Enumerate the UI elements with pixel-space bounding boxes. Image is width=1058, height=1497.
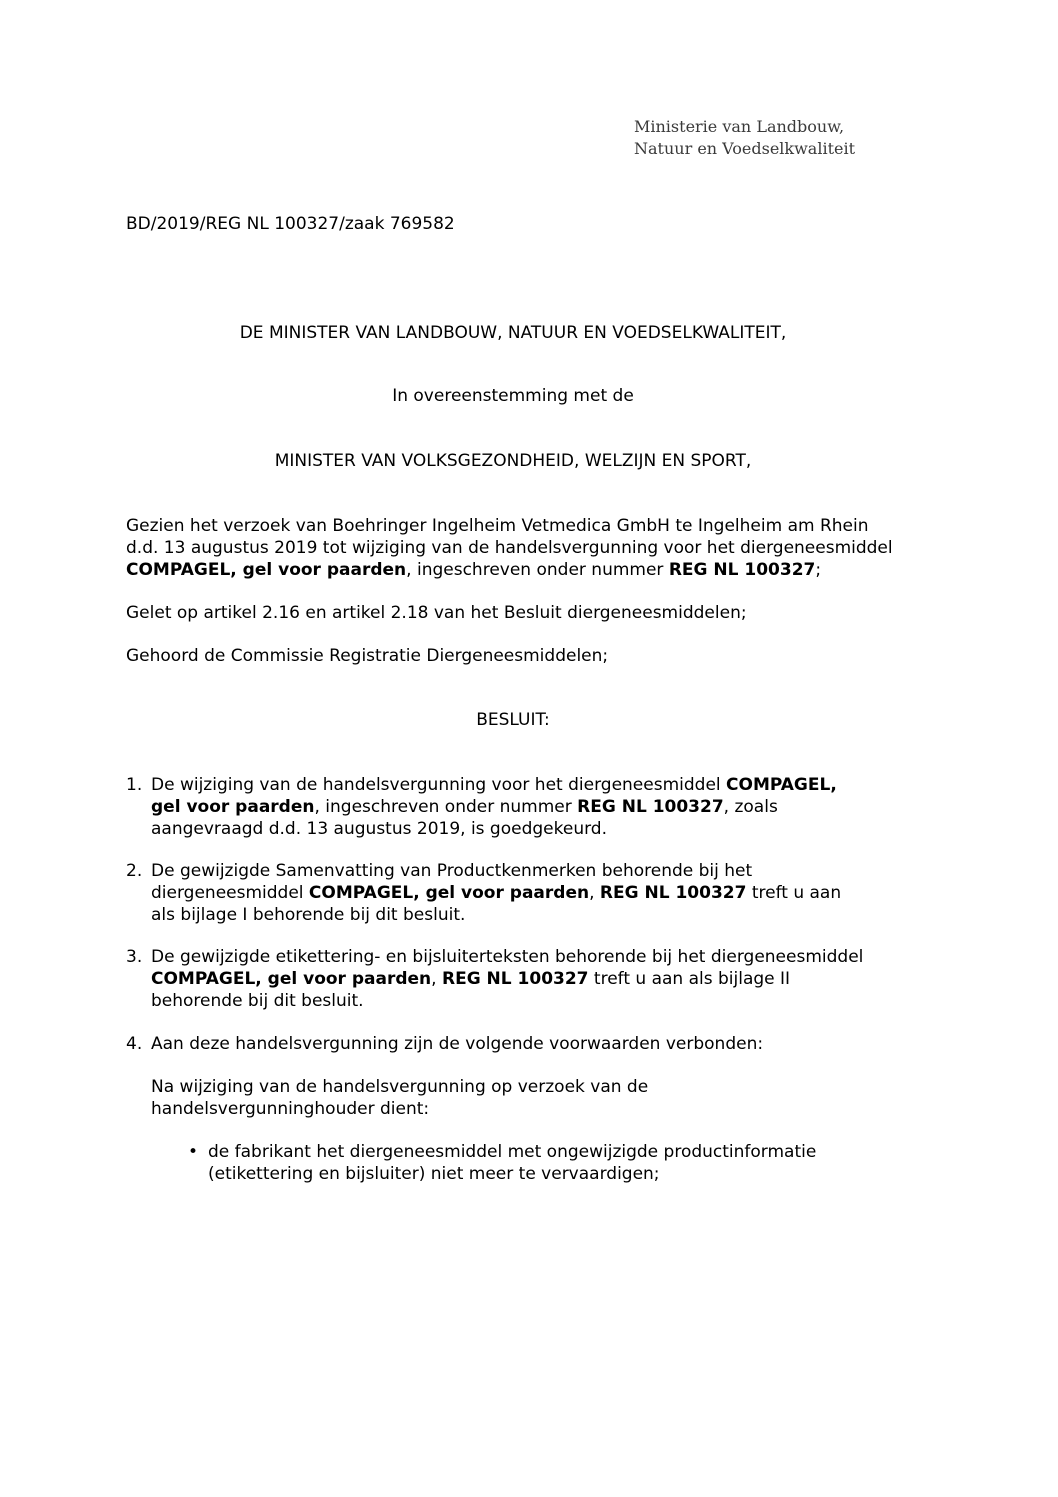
item-text: De gewijzigde Samenvatting van Productkenmerken behorende bij het diergeneesmiddel COMPAGEL, gel voor paarden, REG NL 100327 treft u aan als bijlage I behorende bij dit besluit. bbox=[151, 861, 842, 925]
consideration-legal-basis: Gelet op artikel 2.16 en artikel 2.18 van het Besluit diergeneesmiddelen; bbox=[126, 603, 747, 623]
consideration-request-line2: d.d. 13 augustus 2019 tot wijziging van de handelsvergunning voor het diergeneesmiddel bbox=[126, 538, 893, 558]
decision-item-1 bbox=[126, 774, 926, 840]
consideration-request-line1: Gezien het verzoek van Boehringer Ingelheim Vetmedica GmbH te Ingelheim am Rhein bbox=[126, 516, 869, 536]
bullet-text: de fabrikant het diergeneesmiddel met ongewijzigde productinformatie (etikettering en bijsluiter) niet meer te vervaardigen; bbox=[208, 1142, 817, 1184]
reference-number: BD/2019/REG NL 100327/zaak 769582 bbox=[126, 214, 455, 234]
consideration-request-line3: COMPAGEL, gel voor paarden, ingeschreven onder nummer REG NL 100327; bbox=[126, 560, 822, 580]
bullet-dot: • bbox=[188, 1142, 199, 1162]
ministry-name-line2: Natuur en Voedselkwaliteit bbox=[634, 139, 856, 158]
item-number: 3. bbox=[126, 947, 143, 967]
ministry-name-line1: Ministerie van Landbouw, bbox=[634, 117, 845, 136]
minister-vws-heading: MINISTER VAN VOLKSGEZONDHEID, WELZIJN EN SPORT, bbox=[274, 451, 752, 471]
decision-heading: BESLUIT: bbox=[476, 710, 550, 730]
minister-lnv-heading: DE MINISTER VAN LANDBOUW, NATUUR EN VOEDSELKWALITEIT, bbox=[239, 323, 787, 343]
registration-number: REG NL 100327 bbox=[668, 560, 816, 580]
item-text: Aan deze handelsvergunning zijn de volgende voorwaarden verbonden: bbox=[151, 1034, 764, 1054]
consideration-request bbox=[126, 515, 926, 581]
item-number: 1. bbox=[126, 775, 143, 795]
decision-item-2 bbox=[126, 860, 926, 926]
agreement-line: In overeenstemming met de bbox=[392, 386, 634, 406]
product-name: COMPAGEL, gel voor paarden bbox=[126, 560, 407, 580]
decision-item-4 bbox=[126, 1033, 926, 1055]
item-4-condition-intro: Na wijziging van de handelsvergunning op verzoek van de handelsvergunninghouder dient: bbox=[151, 1077, 649, 1119]
item-number: 2. bbox=[126, 861, 143, 881]
item-number: 4. bbox=[126, 1034, 143, 1054]
decision-item-3 bbox=[126, 946, 926, 1012]
item-text: De gewijzigde etikettering- en bijsluiterteksten behorende bij het diergeneesmiddel COMPAGEL, gel voor paarden, REG NL 100327 treft u aan als bijlage II behorende bij dit besluit. bbox=[151, 947, 864, 1011]
ministry-name bbox=[634, 116, 855, 160]
item-text: De wijziging van de handelsvergunning voor het diergeneesmiddel COMPAGEL, gel voor paarden, ingeschreven onder nummer REG NL 100327, zoals aangevraagd d.d. 13 augustus 2019, is goedgekeurd. bbox=[151, 775, 837, 839]
item-4-condition-bullet bbox=[188, 1141, 928, 1185]
consideration-commission: Gehoord de Commissie Registratie Diergeneesmiddelen; bbox=[126, 646, 609, 666]
